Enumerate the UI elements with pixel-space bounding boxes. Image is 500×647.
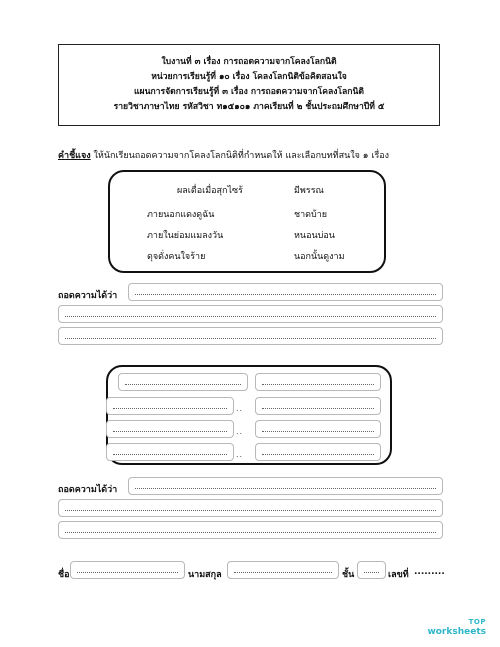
number-label: เลขที่ (388, 570, 409, 580)
instruction (58, 148, 389, 162)
header-line-3: แผนการจัดการเรียนรู้ที่ ๓ เรื่อง การถอดความจากโคลงโลกนิติ (134, 87, 364, 97)
brand-logo (427, 617, 486, 637)
instruction-text: ให้นักเรียนถอดความจากโคลงโลกนิติที่กำหนดให้ และเลือกบทที่สนใจ ๑ เรื่อง (93, 151, 390, 161)
brand-name: worksheets (427, 627, 486, 637)
answer2-field-3[interactable] (58, 521, 443, 539)
poem-line-1a: ผลเดื่อเมื่อสุกไซร้ (177, 186, 243, 196)
header-line-2: หน่วยการเรียนรู้ที่ ๑๐ เรื่อง โคลงโลกนิติข้อคิดสอนใจ (151, 72, 347, 82)
brand-top: TOP (468, 618, 486, 626)
poem-fill-3a[interactable] (106, 420, 234, 438)
answer2-label: ถอดความได้ว่า (58, 485, 118, 495)
poem-line-3a: ภายในย่อมแมลงวัน (147, 231, 224, 241)
poem-line-1b: มีพรรณ (294, 186, 324, 196)
poem-fill-2b[interactable] (255, 397, 381, 415)
surname-field[interactable] (227, 561, 339, 579)
poem-line-3b: หนอนบ่อน (294, 231, 335, 241)
instruction-label: คำชี้แจง (58, 151, 91, 161)
poem-line-2b: ชาดบ้าย (294, 210, 328, 220)
separator-dots: .. (236, 427, 244, 436)
poem-line-4b: นอกนั้นดูงาม (294, 252, 345, 262)
header-line-1: ใบงานที่ ๓ เรื่อง การถอดความจากโคลงโลกนิติ (161, 57, 337, 67)
answer2-field-1[interactable] (128, 477, 443, 495)
number-dots: ......... (414, 567, 445, 577)
header-line-4: รายวิชาภาษาไทย รหัสวิชา ท๑๕๑๐๑ ภาคเรียนที่ ๒ ชั้นประถมศึกษาปีที่ ๕ (113, 102, 385, 112)
worksheet-header (58, 44, 440, 126)
answer1-field-1[interactable] (128, 283, 443, 301)
answer2-field-2[interactable] (58, 499, 443, 517)
answer1-field-2[interactable] (58, 305, 443, 323)
surname-label: นามสกุล (188, 570, 222, 580)
separator-dots: .. (236, 404, 244, 413)
name-label: ชื่อ (58, 570, 70, 580)
poem-line-4a: ดุจดั่งคนใจร้าย (147, 252, 206, 262)
poem-line-2a: ภายนอกแดงดูฉัน (147, 210, 215, 220)
poem-fill-4b[interactable] (255, 443, 381, 461)
poem-fill-3b[interactable] (255, 420, 381, 438)
class-field[interactable] (357, 561, 386, 579)
poem-fill-2a[interactable] (106, 397, 234, 415)
answer1-field-3[interactable] (58, 327, 443, 345)
poem-fill-1b[interactable] (255, 373, 381, 391)
poem-fill-4a[interactable] (106, 443, 234, 461)
answer1-label: ถอดความได้ว่า (58, 291, 118, 301)
separator-dots: .. (236, 450, 244, 459)
poem-fill-1a[interactable] (118, 373, 248, 391)
name-field[interactable] (70, 561, 185, 579)
class-label: ชั้น (342, 570, 355, 580)
